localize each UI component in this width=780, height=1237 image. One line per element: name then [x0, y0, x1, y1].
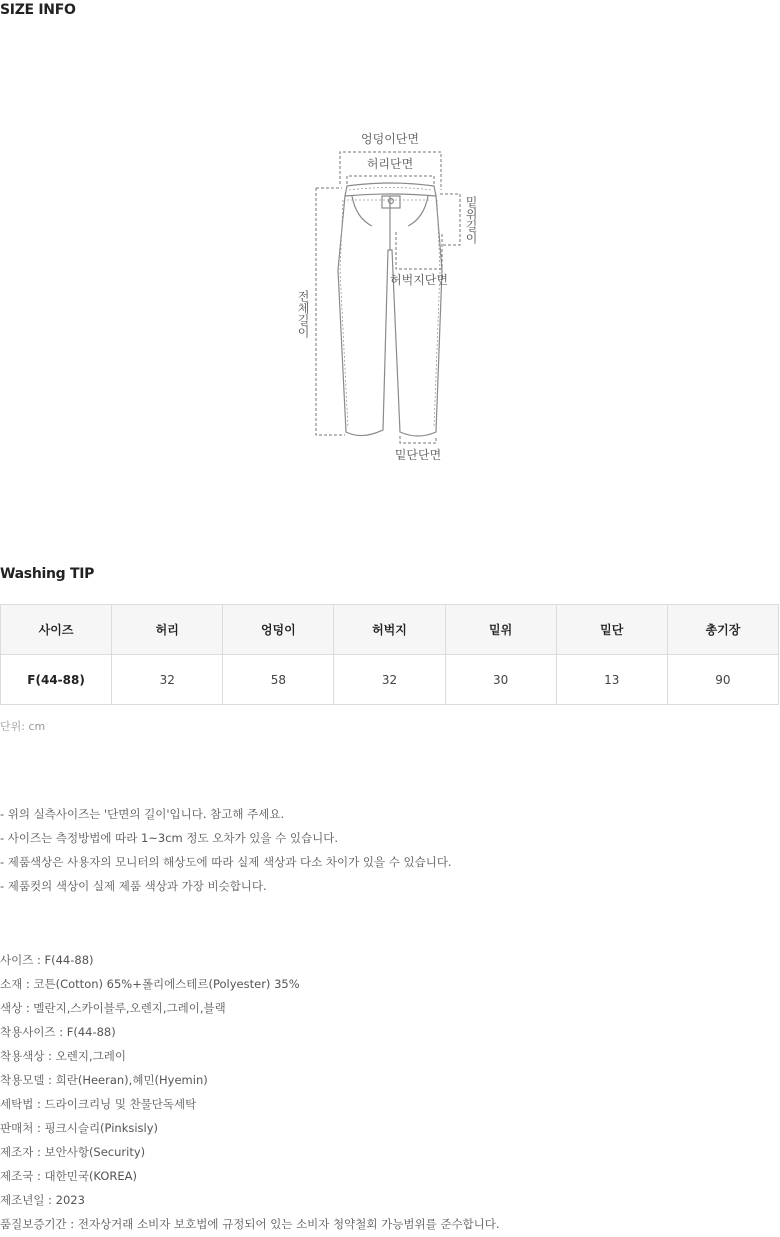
note-item: - 사이즈는 측정방법에 따라 1~3cm 정도 오차가 있을 수 있습니다.: [0, 831, 339, 845]
table-header-row: [1, 605, 779, 655]
header-hip: 엉덩이: [223, 605, 334, 655]
info-worn-size: 착용사이즈 : F(44-88): [0, 1025, 116, 1039]
product-info-list: [0, 948, 500, 1236]
header-size: 사이즈: [1, 605, 112, 655]
header-thigh: 허벅지: [334, 605, 445, 655]
label-hip: 엉덩이단면: [361, 132, 419, 146]
header-hem: 밑단: [556, 605, 667, 655]
cell-size: F(44-88): [1, 655, 112, 705]
info-manufacturer: 제조자 : 보안사항(Security): [0, 1145, 146, 1159]
label-hem: 밑단단면: [394, 448, 442, 462]
cell-waist: 32: [112, 655, 223, 705]
cell-hem: 13: [556, 655, 667, 705]
info-warranty: 품질보증기간 : 전자상거래 소비자 보호법에 규정되어 있는 소비자 청약철회 가능범위를 준수합니다.: [0, 1217, 500, 1231]
cell-total-length: 90: [667, 655, 778, 705]
size-notes: [0, 802, 452, 898]
info-year: 제조년일 : 2023: [0, 1193, 85, 1207]
info-model: 착용모델 : 희란(Heeran),혜민(Hyemin): [0, 1073, 208, 1087]
table-row: [1, 655, 779, 705]
label-thigh: 허벅지단면: [390, 273, 448, 287]
note-item: - 제품컷의 색상이 실제 제품 색상과 가장 비슷합니다.: [0, 879, 267, 893]
pants-size-diagram: [290, 128, 478, 468]
header-rise: 밑위: [445, 605, 556, 655]
header-waist: 허리: [112, 605, 223, 655]
header-total-length: 총기장: [667, 605, 778, 655]
unit-note: 단위: cm: [0, 720, 46, 733]
info-worn-color: 착용색상 : 오렌지,그레이: [0, 1049, 126, 1063]
label-rise: 밑위길이: [464, 196, 478, 244]
info-material: 소재 : 코튼(Cotton) 65%+폴리에스테르(Polyester) 35%: [0, 977, 300, 991]
pants-illustration: [338, 183, 442, 436]
label-waist: 허리단면: [366, 157, 414, 171]
info-size: 사이즈 : F(44-88): [0, 953, 94, 967]
info-washing: 세탁법 : 드라이크리닝 및 찬물단독세탁: [0, 1097, 197, 1111]
washing-tip-title: Washing TIP: [0, 566, 95, 582]
cell-hip: 58: [223, 655, 334, 705]
label-total-length: 전체길이: [296, 290, 310, 338]
note-item: - 제품색상은 사용자의 모니터의 해상도에 따라 실제 색상과 다소 차이가 있을 수 있습니다.: [0, 855, 452, 869]
info-colors: 색상 : 멜란지,스카이블루,오렌지,그레이,블랙: [0, 1001, 226, 1015]
cell-thigh: 32: [334, 655, 445, 705]
size-table: [0, 604, 779, 705]
info-seller: 판매처 : 핑크시슬리(Pinksisly): [0, 1121, 159, 1135]
size-info-title: SIZE INFO: [0, 2, 76, 18]
note-item: - 위의 실측사이즈는 '단면의 길이'입니다. 참고해 주세요.: [0, 807, 285, 821]
info-country: 제조국 : 대한민국(KOREA): [0, 1169, 138, 1183]
cell-rise: 30: [445, 655, 556, 705]
